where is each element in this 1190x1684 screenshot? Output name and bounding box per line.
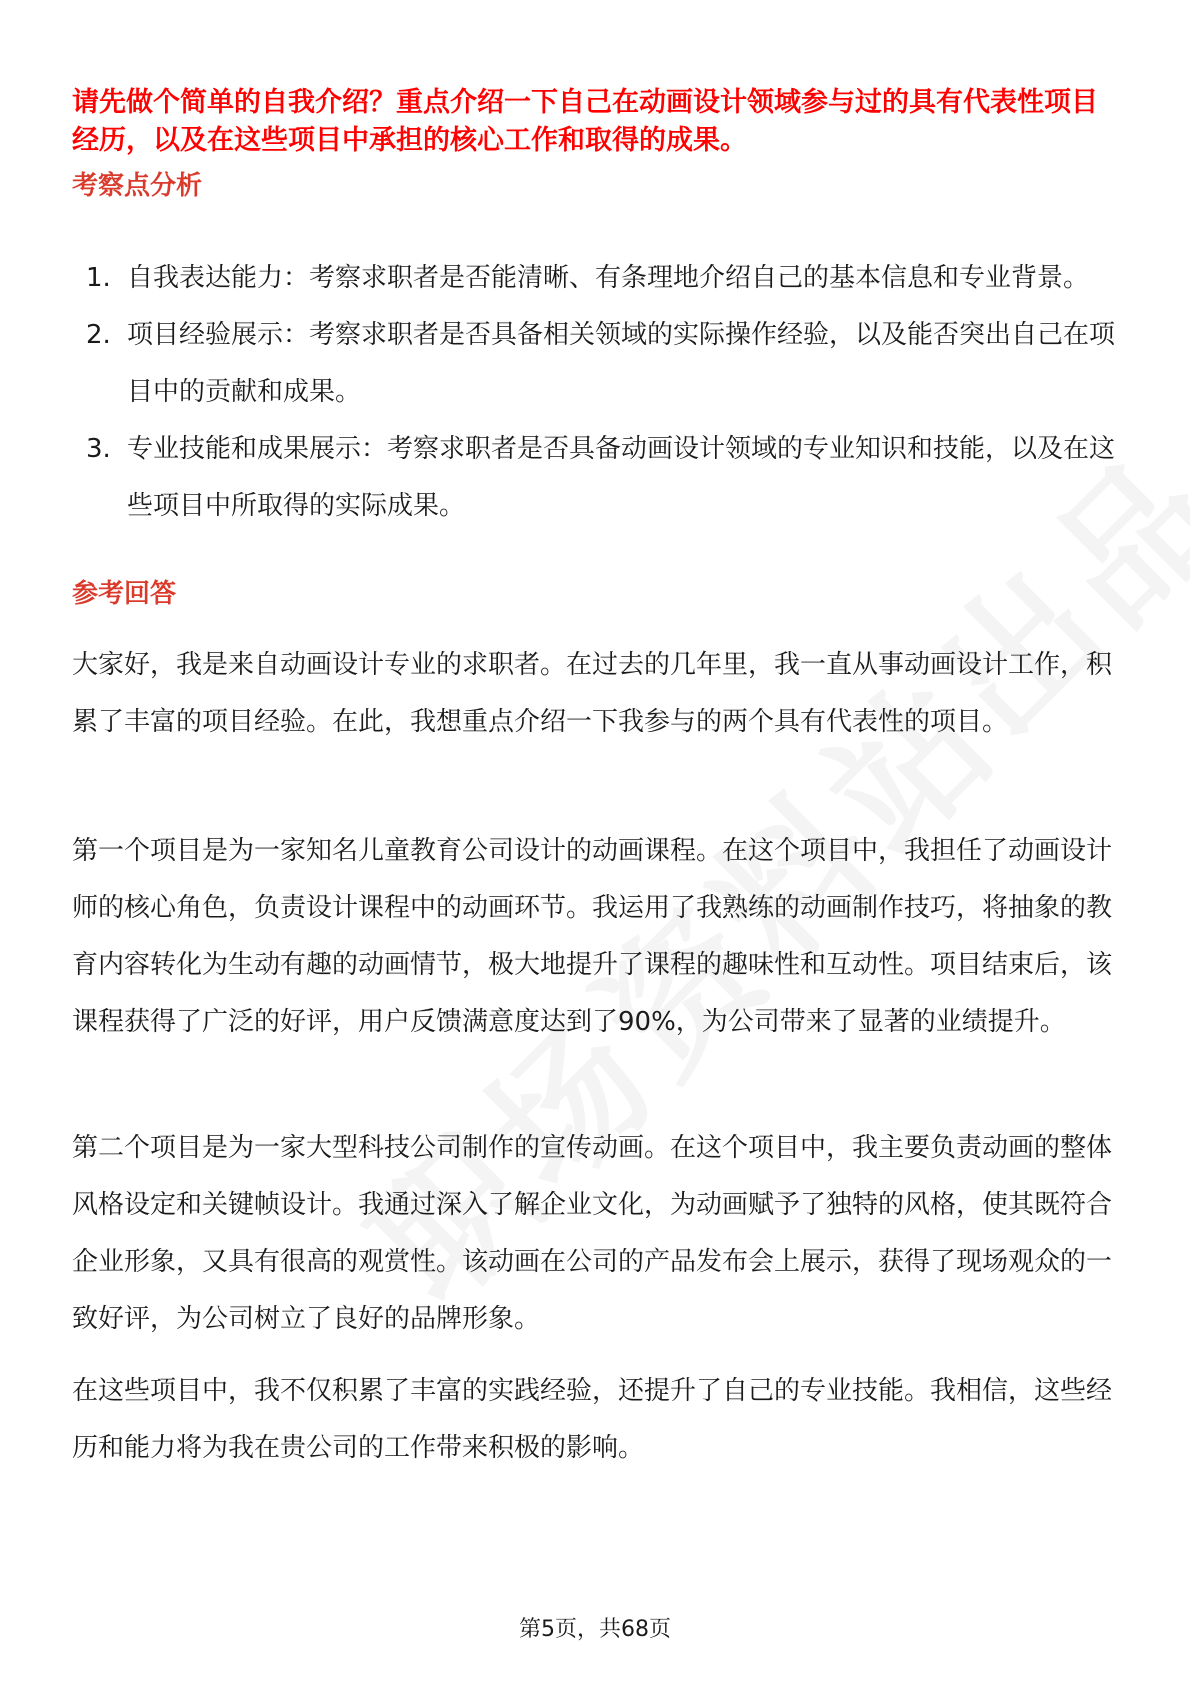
analysis-item bbox=[72, 250, 1122, 307]
page-number: 第5页，共68页 bbox=[519, 1617, 671, 1642]
analysis-title: 考察点分析 bbox=[72, 171, 203, 201]
analysis-text: 专业技能和成果展示：考察求职者是否具备动画设计领域的专业知识和技能，以及在这些项目中所取得的实际成果。 bbox=[127, 434, 1116, 521]
analysis-text: 项目经验展示：考察求职者是否具备相关领域的实际操作经验，以及能否突出自己在项目中的贡献和成果。 bbox=[127, 320, 1116, 407]
analysis-item bbox=[72, 421, 1122, 535]
answer-paragraph: 第二个项目是为一家大型科技公司制作的宣传动画。在这个项目中，我主要负责动画的整体风格设定和关键帧设计。我通过深入了解企业文化，为动画赋予了独特的风格，使其既符合企业形象，又具有很高的观赏性。该动画在公司的产品发布会上展示，获得了现场观众的一致好评，为公司树立了良好的品牌形象。 bbox=[72, 1133, 1113, 1334]
list-number: 1. bbox=[86, 263, 111, 293]
list-number: 2. bbox=[86, 320, 111, 350]
answer-paragraph: 第一个项目是为一家知名儿童教育公司设计的动画课程。在这个项目中，我担任了动画设计师的核心角色，负责设计课程中的动画环节。我运用了我熟练的动画制作技巧，将抽象的教育内容转化为生动有趣的动画情节，极大地提升了课程的趣味性和互动性。项目结束后，该课程获得了广泛的好评，用户反馈满意度达到了90%，为公司带来了显著的业绩提升。 bbox=[72, 836, 1113, 1037]
answer-paragraph: 大家好，我是来自动画设计专业的求职者。在过去的几年里，我一直从事动画设计工作，积累了丰富的项目经验。在此，我想重点介绍一下我参与的两个具有代表性的项目。 bbox=[72, 650, 1113, 737]
analysis-list bbox=[72, 250, 1122, 535]
answer-title: 参考回答 bbox=[72, 579, 177, 609]
interview-question: 请先做个简单的自我介绍？重点介绍一下自己在动画设计领域参与过的具有代表性项目经历，以及在这些项目中承担的核心工作和取得的成果。 bbox=[72, 87, 1098, 156]
analysis-text: 自我表达能力：考察求职者是否能清晰、有条理地介绍自己的基本信息和专业背景。 bbox=[127, 263, 1090, 293]
answer-paragraph: 在这些项目中，我不仅积累了丰富的实践经验，还提升了自己的专业技能。我相信，这些经历和能力将为我在贵公司的工作带来积极的影响。 bbox=[72, 1376, 1113, 1463]
list-number: 3. bbox=[86, 434, 111, 464]
analysis-item bbox=[72, 307, 1122, 421]
